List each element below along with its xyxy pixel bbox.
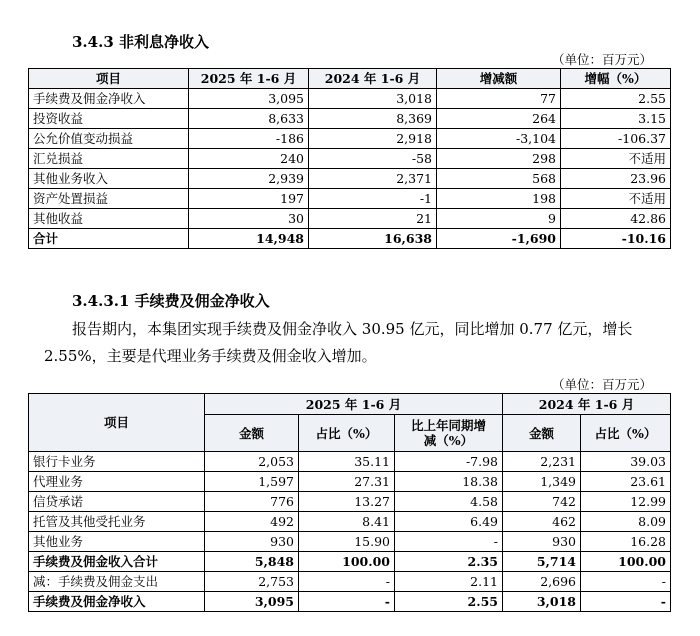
cell: 35.11 [299,452,395,472]
total-cell: -10.16 [561,229,671,249]
cell: 2.55 [395,592,503,612]
table-row [29,532,671,552]
cell: 198 [437,189,561,209]
cell: 9 [437,209,561,229]
header-item: 项目 [29,394,205,452]
cell: 不适用 [561,149,671,169]
table-header-row [29,394,671,415]
section-title-fee-commission: 3.4.3.1 手续费及佣金净收入 [72,292,270,310]
table-row [29,149,671,169]
table-row [29,89,671,109]
table-row [29,189,671,209]
cell: -58 [309,149,437,169]
cell: - [581,592,671,612]
header-2024: 2024 年 1-6 月 [503,394,671,415]
cell: 30 [189,209,309,229]
subheader-amount-2024: 金额 [503,415,581,452]
subheader-amount-2025: 金额 [205,415,299,452]
cell: 2,696 [503,572,581,592]
subheader-share-2024: 占比（%） [581,415,671,452]
cell: 568 [437,169,561,189]
row-label: 其他业务 [29,532,205,552]
net-income-row [29,592,671,612]
cell: 264 [437,109,561,129]
fee-commission-table [28,393,671,612]
unit-label: （单位：百万元） [552,52,653,67]
row-label: 手续费及佣金收入合计 [29,552,205,572]
cell: 13.27 [299,492,395,512]
cell: - [395,532,503,552]
cell: 8.09 [581,512,671,532]
cell: 2,753 [205,572,299,592]
cell: 8,369 [309,109,437,129]
subheader-yoy-change: 比上年同期增减（%） [395,415,503,452]
table-row [29,452,671,472]
unit-label: （单位：百万元） [552,377,653,392]
cell: 100.00 [581,552,671,572]
section-title-non-interest-income: 3.4.3 非利息净收入 [72,33,209,51]
cell: - [299,572,395,592]
income-total-row [29,552,671,572]
table-row [29,209,671,229]
subheader-share-2025: 占比（%） [299,415,395,452]
row-label: 托管及其他受托业务 [29,512,205,532]
cell: 23.96 [561,169,671,189]
cell: 3,095 [205,592,299,612]
cell: 2.55 [561,89,671,109]
non-interest-income-table [28,68,671,249]
summary-paragraph: 报告期内，本集团实现手续费及佣金净收入 30.95 亿元，同比增加 0.77 亿元，增长 2.55%，主要是代理业务手续费及佣金收入增加。 [44,320,633,365]
cell: - [581,572,671,592]
cell: 930 [205,532,299,552]
cell: 930 [503,532,581,552]
cell: 2,053 [205,452,299,472]
row-label: 银行卡业务 [29,452,205,472]
row-label: 投资收益 [29,109,189,129]
total-row [29,229,671,249]
cell: 15.90 [299,532,395,552]
header-2025: 2025 年 1-6 月 [205,394,503,415]
cell: 23.61 [581,472,671,492]
header-growth: 增幅（%） [561,69,671,89]
cell: 3,018 [503,592,581,612]
total-cell: 16,638 [309,229,437,249]
table-row [29,129,671,149]
header-change: 增减额 [437,69,561,89]
cell: -186 [189,129,309,149]
table-row [29,472,671,492]
cell: 6.49 [395,512,503,532]
table-row [29,169,671,189]
row-label: 手续费及佣金净收入 [29,592,205,612]
row-label: 公允价值变动损益 [29,129,189,149]
row-label: 汇兑损益 [29,149,189,169]
cell: 4.58 [395,492,503,512]
total-cell: -1,690 [437,229,561,249]
table-row [29,512,671,532]
total-label: 合计 [29,229,189,249]
row-label: 其他收益 [29,209,189,229]
cell: -7.98 [395,452,503,472]
row-label: 信贷承诺 [29,492,205,512]
row-label: 其他业务收入 [29,169,189,189]
cell: 5,848 [205,552,299,572]
expense-row [29,572,671,592]
cell: 776 [205,492,299,512]
cell: 12.99 [581,492,671,512]
cell: 298 [437,149,561,169]
cell: 240 [189,149,309,169]
cell: 3.15 [561,109,671,129]
cell: 492 [205,512,299,532]
row-label: 资产处置损益 [29,189,189,209]
cell: 462 [503,512,581,532]
cell: 742 [503,492,581,512]
cell: 2,939 [189,169,309,189]
table-row [29,492,671,512]
cell: - [299,592,395,612]
cell: 2.11 [395,572,503,592]
cell: 1,349 [503,472,581,492]
row-label: 代理业务 [29,472,205,492]
row-label: 手续费及佣金净收入 [29,89,189,109]
cell: 100.00 [299,552,395,572]
cell: 197 [189,189,309,209]
cell: 3,095 [189,89,309,109]
cell: 16.28 [581,532,671,552]
cell: 77 [437,89,561,109]
header-2025: 2025 年 1-6 月 [189,69,309,89]
cell: 8.41 [299,512,395,532]
row-label: 减：手续费及佣金支出 [29,572,205,592]
cell: 42.86 [561,209,671,229]
cell: 2.35 [395,552,503,572]
cell: 18.38 [395,472,503,492]
cell: 3,018 [309,89,437,109]
cell: -1 [309,189,437,209]
cell: 2,231 [503,452,581,472]
cell: 27.31 [299,472,395,492]
total-cell: 14,948 [189,229,309,249]
cell: -3,104 [437,129,561,149]
cell: 21 [309,209,437,229]
cell: 39.03 [581,452,671,472]
table-header-row [29,69,671,89]
header-2024: 2024 年 1-6 月 [309,69,437,89]
cell: 不适用 [561,189,671,209]
cell: 8,633 [189,109,309,129]
cell: 1,597 [205,472,299,492]
cell: -106.37 [561,129,671,149]
cell: 2,918 [309,129,437,149]
header-item: 项目 [29,69,189,89]
table-row [29,109,671,129]
cell: 2,371 [309,169,437,189]
cell: 5,714 [503,552,581,572]
